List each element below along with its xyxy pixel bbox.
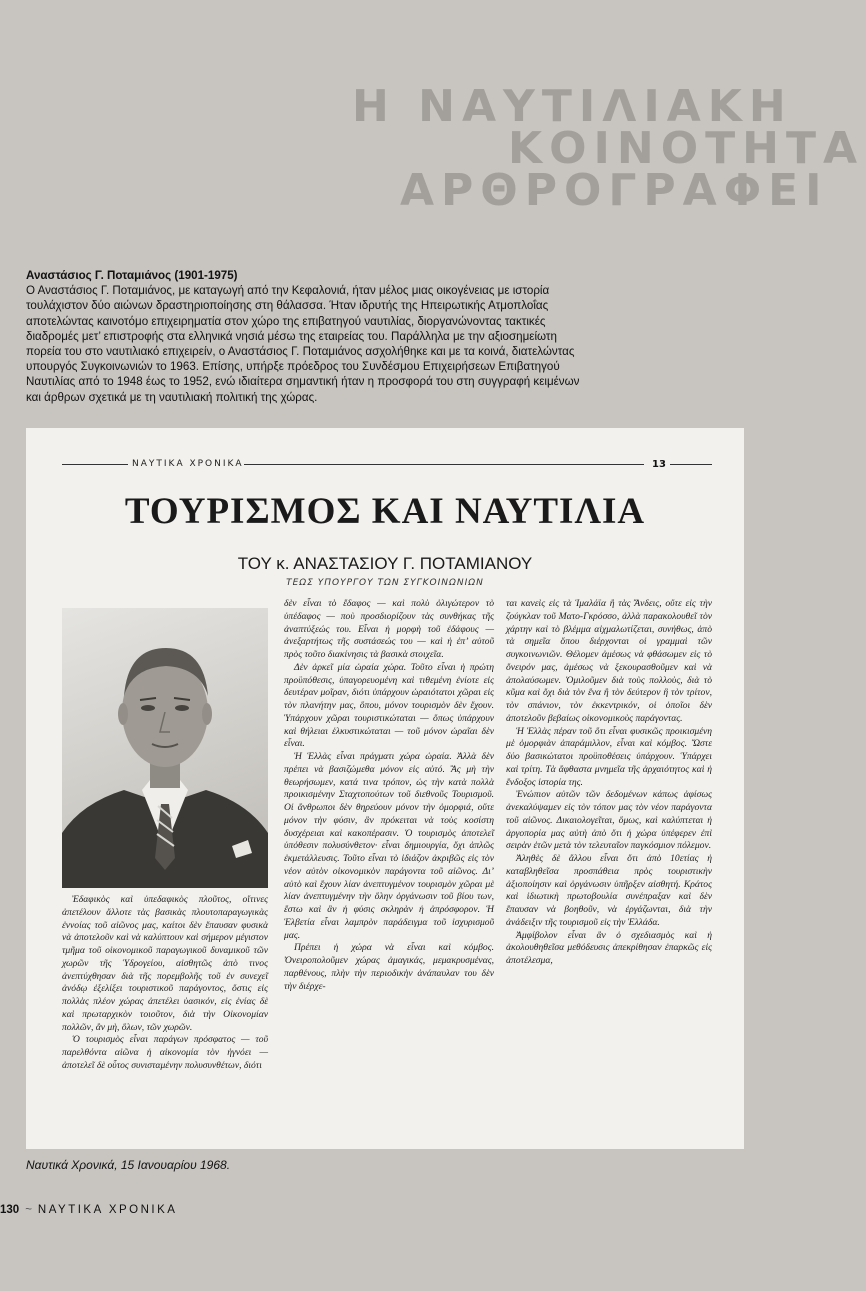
article-column-1 bbox=[62, 894, 268, 1073]
article-paragraph: Ἐδαφικὸς καὶ ὑπεδαφικὸς πλοῦτος, οἵτινες ἀπετέλουν ἄλλοτε τὰς βασικὰς πλουτοπαραγωγικὰς ἐννοίας τοῦ αἰῶνος μας, καίτοι δὲν ἔπαυσαν φυσικὰ νὰ ἀποτελοῦν καὶ νὰ καλύπτουν καὶ σήμερον μέγιστον τμῆμα τοῦ οἰκονομικοῦ παραγωγικοῦ δυναμικοῦ τῶν χωρῶν τῆς Ὑδρογείου, αἰσθητῶς ἀπὸ τινος ἀνεπτύχθησαν διὰ τῆς πορεμβολῆς τοῦ ἐν συνεχεῖ ἀνόδῳ ἐξελίξει τουριστικοῦ παράγοντος, ὅστις εἰς πολλὰς πλέον χώρας ἀπετέλει ὑασικόν, εἰς ἐνίας δὲ καὶ πρωταρχικὸν τοιοῦτον, διὰ τὴν Οἰκονομίαν πολλῶν, ἂν μὴ, ὅλων, τῶν χωρῶν. bbox=[62, 894, 268, 1033]
section-title bbox=[300, 81, 865, 216]
article-byline: ΤΟΥ κ. ΑΝΑΣΤΑΣΙΟΥ Γ. ΠΟΤΑΜΙΑΝΟΥ bbox=[237, 554, 533, 573]
author-bio-text: Ο Αναστάσιος Γ. Ποταμιάνος, με καταγωγή από την Κεφαλονιά, ήταν μέλος μιας οικογένειας με ιστορία τουλάχιστον δύο αιώνων δραστηριοποίησης στη θάλασσα. Ήταν ιδρυτής της Ηπειρωτικής Ατμοπλοΐας αποτελώντας καινοτόμο επιχειρηματία στον χώρο της επιβατηγού ναυτιλίας, διοργανώνοντας τακτικές διαδρομές μετ’ επιστροφής στα ελληνικά νησιά μέσω της εταιρείας του. Παράλληλα με την αξιοσημείωτη πορεία του στο ναυτιλιακό επιχειρείν, ο Αναστάσιος Γ. Ποταμιάνος ασχολήθηκε και με τα κοινά, διατελώντας υπουργός Συγκοινωνιών το 1963. Επίσης, υπήρξε πρόεδρος του Συνδέσμου Επιχειρήσεων Επιβατηγού Ναυτιλίας από το 1948 έως το 1952, ενώ ιδιαίτερα σημαντική ήταν η προσφορά του στη συγγραφή κειμένων και άρθρων σχετικά με τη ναυτιλιακή πολιτική της χώρας. bbox=[26, 284, 580, 404]
author-bio bbox=[26, 268, 586, 405]
article-paragraph: Ἐνώπιον αὐτῶν τῶν δεδομένων κάπως ἀφίσως ἀνεκαλύψαμεν εἰς τὸν τόπον μας τὸν νέον παράγοντα τοῦ αἰῶνος. Δικαιολογεῖται, ὅμως, καὶ καλύπτεται ἡ ἀργοπορία μας αὐτὴ ἀπὸ ὅτι ἡ χώρα ὑπέφερεν ἐπὶ σειρὰν ἐτῶν μετὰ τὸν τελευταῖον παγκόσμιον πόλεμον. bbox=[506, 789, 712, 852]
clipping-header-title: ΝΑΥΤΙΚΑ ΧΡΟΝΙΚΑ bbox=[132, 459, 244, 469]
header-rule-right bbox=[670, 464, 712, 465]
article-paragraph: Ἡ Ἑλλὰς εἶναι πράγματι χώρα ὡραία. Ἀλλὰ δὲν πρέπει νὰ βασιζώμεθα μόνον εἰς αὐτό. Ἂς μὴ τὴν θεωρήσωμεν, κατά τινα τρόπον, ὡς τὴν κατὰ πολλὰ προικισμένην Σταχτοπούτων τοῦ διεθνοῦς Τουρισμοῦ. Οἱ ἄνθρωποι δὲν θηρεύουν μόνον τὴν ὀμορφιά, οὔτε μόνον τὴν φύσιν, ἂν πρόκειται νὰ τοὺς κοσίστη δυσχέρειαι καὶ κακοπέρασιν. Ὁ τουρισμὸς ἀποτελεῖ ὑπόθεσιν πολυσύνθετον· εἶναι δημιουργία, ὄχι ἁπλῶς ἐκμετάλλευσις. Τοῦτο εἶναι τὸ ἰδιάζον ἀκριβῶς εἰς τὸν νέον αὐτὸν οἰκονομικὸν παράγοντα τοῦ αἰῶνος. Δι’ αὐτὸ καὶ ἔχουν λίαν ἀνεπτυγμένον τουρισμὸν χῶραι μὲ λίαν ἀνεπτυγμένην τὴν ὅλην ὀργάνωσιν τοῦ βίου των, ἔστω καὶ ἂν ἡ φύσις σκληρὰν ἡ ἀπρόσφορον. Ἡ Ἑλβετία εἶναι λαμπρὸν παράδειγμα τοῦ ἰσχυρισμοῦ μας. bbox=[284, 751, 494, 941]
header-rule-middle bbox=[244, 464, 644, 465]
article-paragraph: ται κανεὶς εἰς τὰ Ἱμαλάϊα ἢ τὰς Ἄνδεις, οὔτε εἰς τὴν ζούγκλαν τοῦ Ματο-Γκρόσσο, ἀλλὰ παρακολουθεῖ τὸν χάρτην καὶ τὸ βλέμμα αἰχμαλωτίζεται, συνήθως, ἀπὸ τὰ σημεῖα ὅπου διέρχονται οἱ γραμμαὶ τῶν συγκοινωνιῶν. Θέλομεν ἀμέσως νὰ φθάσωμεν εἰς τὸ ὄνειρόν μας, ἀμέσως νὰ ξεκουρασθοῦμεν καὶ νὰ ἀπολαύσωμεν. Ὁμιλοῦμεν διὰ τοὺς πολλοὺς, διὰ τὸ κῦμα καὶ ὄχι διὰ τὸν ἕνα ἢ τὸν δεύτερον ἢ τὸν τρίτον, τὸν σπάνιον, τὸν ἐκκεντρικόν, οἱ ὁποῖοι δὲν ἀποτελοῦν βεβαίως οἰκονομικοὺς παράγοντας. bbox=[506, 598, 712, 724]
footer-page-number: 130 bbox=[0, 1204, 20, 1216]
article-paragraph: Ἀληθὲς δὲ ἄλλου εἶναι ὅτι ἀπὸ 10ετίας ἡ καταβληθεῖσα προσπάθεια πρὸς τουριστικὴν ἀξιοποίησιν καὶ ὀργάνωσιν ὑπῆρξεν αἰσθητή. Κράτος καὶ ἰδιωτικὴ πρωτοβουλία συνέπραξαν καὶ δὲν ἔπαυσαν νὰ βοηθοῦν, νὰ ἐργάζωνται, διὰ τὴν ἀνάδειξιν τῆς τουρισμοῦ εἰς τὴν Ἑλλάδα. bbox=[506, 853, 712, 928]
footer-separator: ~ bbox=[25, 1204, 32, 1216]
clipping-caption: Ναυτικά Χρονικά, 15 Ιανουαρίου 1968. bbox=[26, 1158, 231, 1172]
author-name: Αναστάσιος Γ. Ποταμιάνος (1901-1975) bbox=[26, 269, 238, 282]
article-paragraph: Δὲν ἀρκεῖ μία ὡραία χώρα. Τοῦτο εἶναι ἡ πρώτη προϋπόθεσις, ὑπαγορευομένη καὶ τιθεμένη ἐνίοτε εἰς δευτέραν μοῖραν, διότι ὑπάρχουν ὡραιότατοι χῶραι εἰς τὸν πλανήτην μας, ὅπου, μόνον τουρισμὸν δὲν ἔχουν. Ὑπάρχουν χῶραι τουριστικώταται — ὅπως ὑπάρχουν καὶ θήλειαι ἑλκυστικώταται — τοῦ μόνον ὡραῖαι δὲν εἶναι. bbox=[284, 661, 494, 750]
section-title-line-1: Η ΝΑΥΤΙΛΙΑΚΗ bbox=[352, 81, 793, 132]
clipping-page-number: 13 bbox=[652, 459, 666, 470]
article-title: ΤΟΥΡΙΣΜΟΣ ΚΑΙ ΝΑΥΤΙΛΙΑ bbox=[124, 491, 646, 532]
author-portrait-photo bbox=[62, 608, 268, 888]
page-footer bbox=[0, 1204, 177, 1216]
newspaper-clipping bbox=[26, 428, 744, 1149]
article-paragraph: Πρέπει ἡ χώρα νὰ εἶναι καὶ κόμβος. Ὀνειροπολοῦμεν χώρας ἀμαγικάς, μεμακρυσμένας, παρθένους, πλὴν τὴν περιοδικὴν ἀνάπαυλαν του δὲν τὴν διέρχε- bbox=[284, 942, 494, 992]
header-rule-left bbox=[62, 464, 128, 465]
article-paragraph: δὲν εἶναι τὸ ἔδαφος — καὶ πολὺ ὀλιγώτερον τὸ ὑπέδαφος — ποὺ προσδιορίζουν τὰς συνθήκας τῆς ἀναπτύξεώς του. Εἶναι ἡ μορφὴ τοῦ ἐδάφους — ἀνεξαρτήτως τῆς συστάσεώς του — καὶ ἡ ἐπ’ αὐτοῦ πρὸς τοῦτο διακίνησις τὰ βασικὰ στοιχεῖα. bbox=[284, 598, 494, 660]
article-column-3 bbox=[506, 598, 712, 968]
article-column-2 bbox=[284, 598, 494, 993]
article-paragraph: Ἡ Ἑλλὰς πέραν τοῦ ὅτι εἶναι φυσικῶς προικισμένη μὲ ὀμορφιὰν ἀπαράμιλλον, εἶναι καὶ κόμβος. Ὥστε δύο βασικώτατοι προϋποθέσεις ὑπάρχουν. Ὑπάρχει καὶ τρίτη. Τὰ ἄφθαστα μνημεῖα τῆς ἀρχαιότητος καὶ ἡ ἔνδοξος ἱστορία της. bbox=[506, 725, 712, 788]
article-paragraph: Ὁ τουρισμὸς εἶναι παράγων πρόσφατος — τοῦ παρελθόντα αἰῶνα ἡ αἰκονομία τὸν ἠγνόει — ἀποτελεῖ δὲ οὗτος συνισταμένην πολυσυνθέτων, διότι bbox=[62, 1034, 268, 1071]
article-byline-subtitle: ΤΕΩΣ ΥΠΟΥΡΓΟΥ ΤΩΝ ΣΥΓΚΟΙΝΩΝΙΩΝ bbox=[286, 578, 484, 588]
article-paragraph: Ἀμφίβολον εἶναι ἂν ὁ σχεδιασμὸς καὶ ἡ ἀκολουθηθεῖσα μεθόδευσις ἀπεκρίθησαν ἐπαρκῶς εἰς ἀποτέλεσμα, bbox=[506, 929, 712, 966]
section-title-line-3: ΑΡΘΡΟΓΡΑΦΕΙ bbox=[400, 165, 829, 216]
section-title-line-2: ΚΟΙΝΟΤΗΤΑ bbox=[508, 123, 865, 174]
footer-magazine-name: ΝΑΥΤΙΚΑ ΧΡΟΝΙΚΑ bbox=[37, 1204, 178, 1216]
